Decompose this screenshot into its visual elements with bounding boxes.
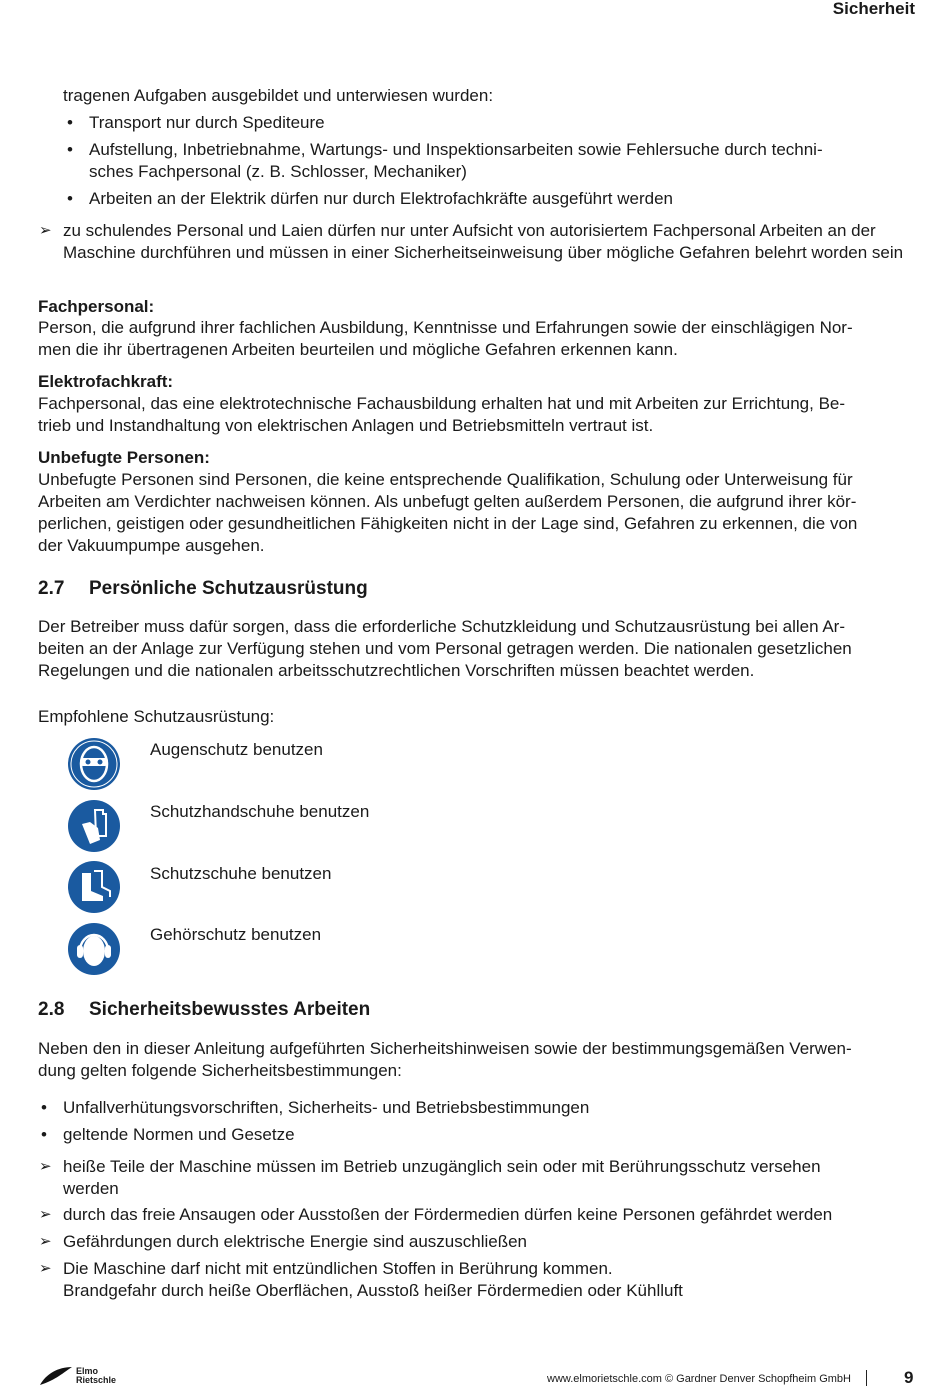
list-item	[41, 1124, 295, 1146]
recommended-label: Empfohlene Schutzausrüstung:	[38, 707, 275, 726]
arrow-item-text: heiße Teile der Maschine müssen im Betrieb unzugänglich sein oder mit Berührungsschutz versehen werden	[63, 1157, 821, 1198]
intro-lead: tragenen Aufgaben ausgebildet und unterwiesen wurden:	[63, 86, 494, 105]
definition-text: Fachpersonal, das eine elektrotechnische Fachausbildung erhalten hat und mit Arbeiten zur Errichtung, Be- trieb und Instandhaltung von elektrischen Anlagen und Betriebsmitteln vertraut ist.	[38, 394, 846, 435]
section-number: 2.8	[38, 999, 65, 1020]
definition-text: Unbefugte Personen sind Personen, die keine entsprechende Qualifikation, Schulung oder Unterweisung für Arbeiten am Verdichter nachweisen können. Als unbefugt gelten außerdem Personen, die aufgrund ihrer kör- perlichen, geistigen oder gesundheitlichen Fähigkeiten nicht in der Lage sind, Gefahren zu erkennen, die von der Vakuumpumpe ausgehen.	[38, 470, 858, 555]
logo-text: Elmo	[76, 1366, 99, 1376]
section-title: Sicherheitsbewusstes Arbeiten	[89, 999, 371, 1020]
arrow-item	[39, 1258, 683, 1302]
arrow-icon: ➢	[39, 1260, 52, 1277]
bullet: •	[67, 189, 73, 208]
arrow-item-text: Die Maschine darf nicht mit entzündlichen Stoffen in Berührung kommen. Brandgefahr durch heiße Oberflächen, Ausstoß heißer Fördermedien oder Kühlluft	[63, 1259, 683, 1300]
section-paragraph: Neben den in dieser Anleitung aufgeführten Sicherheitshinweisen sowie der bestimmungsgemäßen Verwen- dung gelten folgende Sicherheitsbestimmungen:	[38, 1039, 852, 1080]
bullet: •	[67, 140, 73, 159]
equipment-label: Schutzschuhe benutzen	[150, 864, 332, 883]
section-title: Persönliche Schutzausrüstung	[89, 578, 368, 599]
list-item-text: Arbeiten an der Elektrik dürfen nur durch Elektrofachkräfte ausgeführt werden	[89, 189, 673, 208]
logo-swoosh-icon	[38, 1366, 74, 1386]
equipment-label: Gehörschutz benutzen	[150, 925, 322, 944]
bullet: •	[41, 1098, 47, 1117]
arrow-icon: ➢	[39, 1233, 52, 1250]
arrow-icon: ➢	[39, 1158, 52, 1175]
logo-text: Rietschle	[76, 1375, 117, 1385]
arrow-item-text: zu schulendes Personal und Laien dürfen nur unter Aufsicht von autorisiertem Fachpersonal Arbeiten an der Maschine durchführen und müssen in einer Sicherheitseinweisung über mögliche Gefahren belehrt worden sein	[63, 221, 904, 262]
list-item	[67, 112, 909, 134]
eye-protection-icon	[68, 738, 120, 790]
footer-copyright: www.elmorietschle.com © Gardner Denver Schopfheim GmbH	[547, 1373, 851, 1385]
footer-divider	[866, 1370, 867, 1386]
list-item	[41, 1097, 590, 1119]
equipment-label: Schutzhandschuhe benutzen	[150, 802, 370, 821]
arrow-item-text: durch das freie Ansaugen oder Ausstoßen der Fördermedien dürfen keine Personen gefährdet werden	[63, 1205, 833, 1224]
equipment-label: Augenschutz benutzen	[150, 740, 323, 759]
gloves-icon	[68, 800, 120, 852]
arrow-icon: ➢	[39, 222, 52, 239]
list-item-text: Unfallverhütungsvorschriften, Sicherheits- und Betriebsbestimmungen	[63, 1098, 590, 1117]
running-header: Sicherheit	[832, 0, 915, 18]
definition-text: Person, die aufgrund ihrer fachlichen Ausbildung, Kenntnisse und Erfahrungen sowie der einschlägigen Nor- men die ihr übertragenen Arbeiten beurteilen und mögliche Gefahren erkennen kann.	[38, 318, 853, 359]
arrow-item	[39, 1204, 833, 1226]
definition-term: Fachpersonal:	[38, 297, 155, 316]
arrow-item	[39, 1231, 527, 1253]
section-paragraph: Der Betreiber muss dafür sorgen, dass die erforderliche Schutzkleidung und Schutzausrüstung bei allen Ar- beiten an der Anlage zur Verfügung stehen und vom Personal getragen werden. Die nationalen gesetzlichen Regelungen und die nationalen arbeitsschutzrechtlichen Vorschriften müssen beachtet werden.	[38, 617, 852, 680]
definition-term: Elektrofachkraft:	[38, 372, 174, 391]
bullet: •	[41, 1125, 47, 1144]
arrow-icon: ➢	[39, 1206, 52, 1223]
ear-protection-icon	[68, 923, 120, 975]
list-item-text: Aufstellung, Inbetriebnahme, Wartungs- und Inspektionsarbeiten sowie Fehlersuche durch techni- sches Fachpersonal (z. B. Schlosser, Mechaniker)	[89, 140, 823, 181]
list-item-text: geltende Normen und Gesetze	[63, 1125, 295, 1144]
section-number: 2.7	[38, 578, 65, 599]
list-item	[67, 188, 909, 210]
definition-term: Unbefugte Personen:	[38, 448, 210, 467]
list-item-text: Transport nur durch Spediteure	[89, 113, 325, 132]
safety-boots-icon	[68, 861, 120, 913]
arrow-item-text: Gefährdungen durch elektrische Energie sind auszuschließen	[63, 1232, 527, 1251]
arrow-item	[39, 220, 913, 264]
bullet: •	[67, 113, 73, 132]
arrow-item	[39, 1156, 821, 1200]
page-number: 9	[904, 1368, 914, 1387]
list-item	[67, 139, 909, 183]
company-logo	[38, 1366, 128, 1388]
